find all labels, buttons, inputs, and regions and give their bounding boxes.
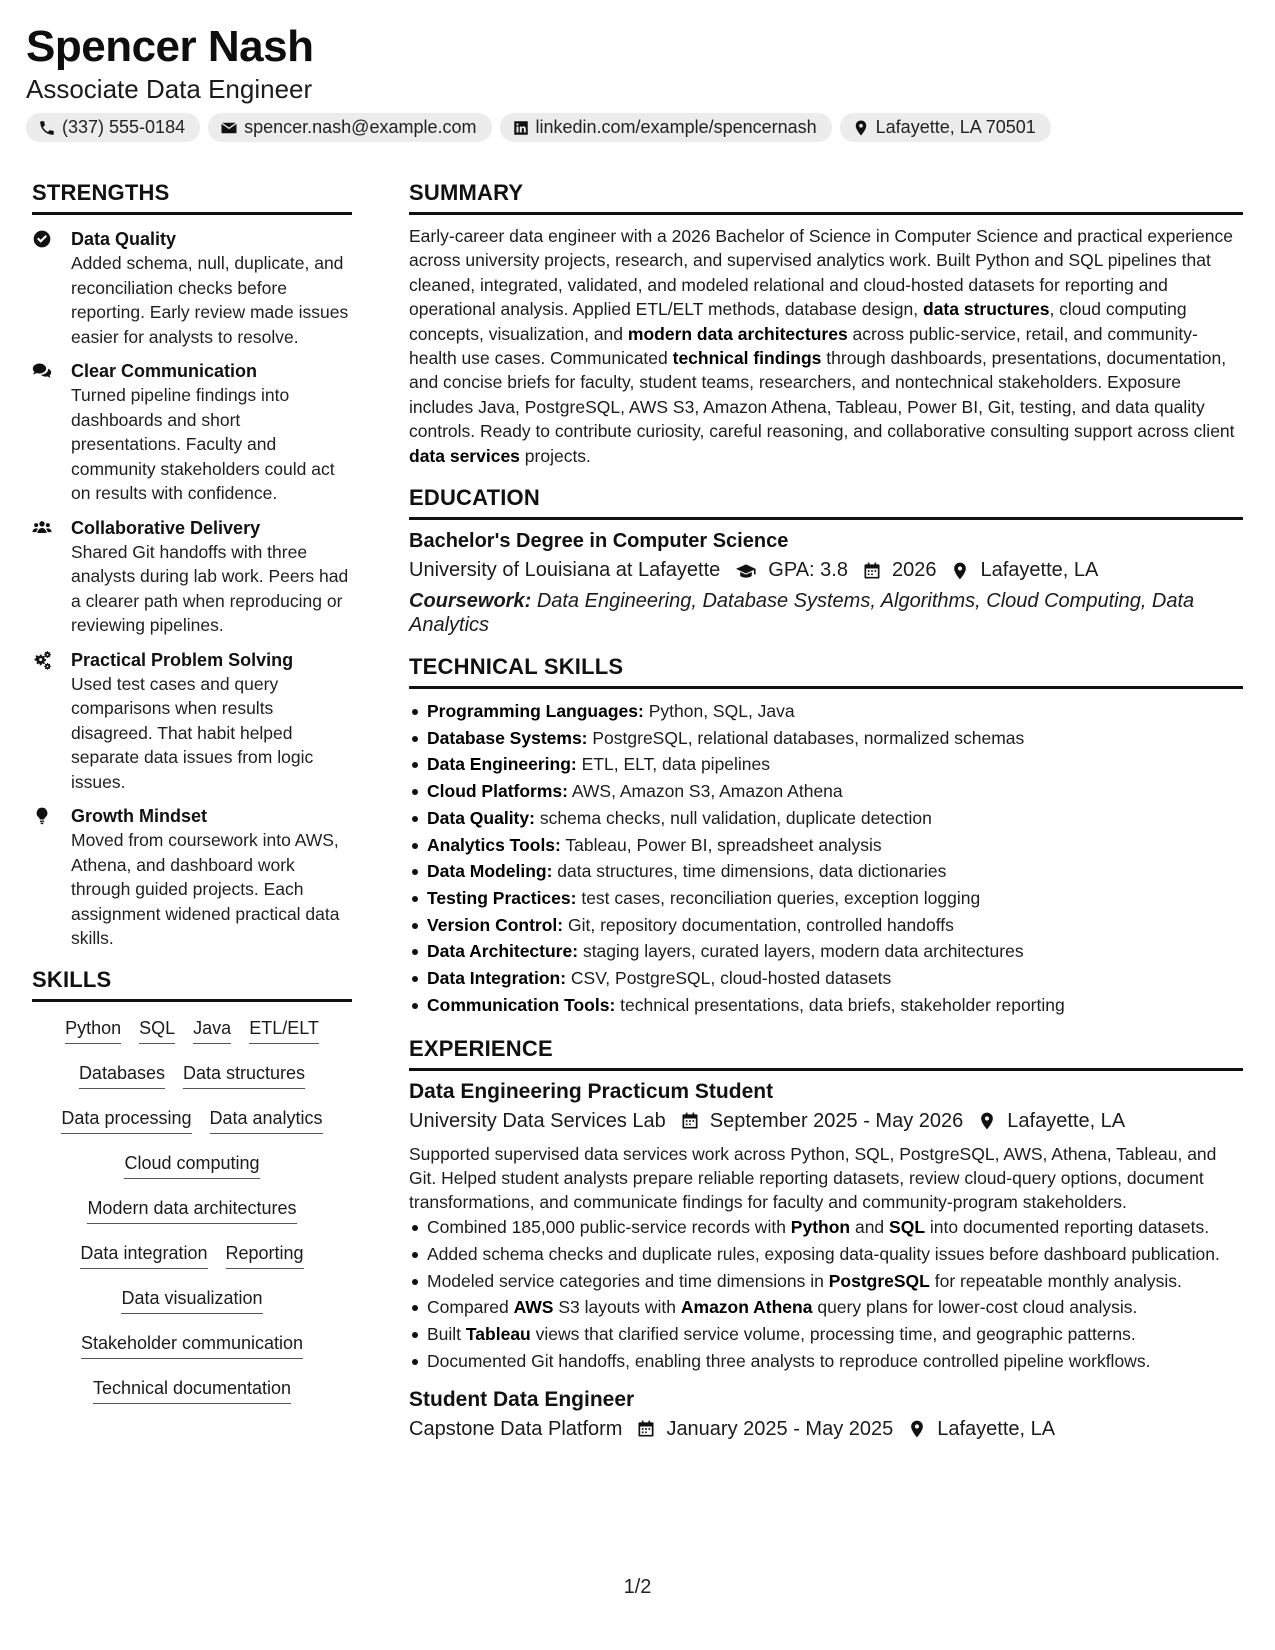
- calendar-icon: [680, 1111, 700, 1131]
- list-item: Built Tableau views that clarified service volume, processing time, and geographic patterns.: [409, 1322, 1243, 1346]
- graduation-cap-icon: [734, 561, 758, 581]
- skill-tag: Stakeholder communication: [81, 1331, 303, 1359]
- map-pin-icon: [907, 1419, 927, 1439]
- job-meta: [409, 1110, 1243, 1133]
- strengths-heading: STRENGTHS: [32, 180, 352, 215]
- lightbulb-icon: [32, 806, 52, 826]
- skill-tag: SQL: [139, 1016, 175, 1044]
- candidate-headline: Associate Data Engineer: [26, 74, 313, 104]
- calendar-icon: [636, 1419, 656, 1439]
- strength-title: Data Quality: [71, 229, 177, 249]
- list-item: Communication Tools: technical presentations, data briefs, stakeholder reporting: [409, 992, 1243, 1019]
- skill-tag: Data processing: [61, 1106, 191, 1134]
- skill-tag: Data integration: [80, 1241, 207, 1269]
- education-meta: [409, 559, 1243, 582]
- contact-email[interactable]: [208, 113, 491, 142]
- technical-skills-list: [409, 698, 1243, 1018]
- strength-title: Collaborative Delivery: [71, 517, 261, 538]
- contact-linkedin-text: linkedin.com/example/spencernash: [535, 117, 817, 137]
- education-heading: EDUCATION: [409, 485, 1243, 520]
- list-item: Testing Practices: test cases, reconciliation queries, exception logging: [409, 885, 1243, 912]
- summary-heading: SUMMARY: [409, 180, 1243, 215]
- job-description: Supported supervised data services work across Python, SQL, PostgreSQL, AWS, Athena, Tableau, and Git. Helped student analysts prepare reliable reporting datasets, review cloud-query options, document transformations, and communicate findings for faculty and community-program stakeholders.: [409, 1143, 1217, 1213]
- strength-item: [32, 227, 352, 349]
- list-item: Modeled service categories and time dimensions in PostgreSQL for repeatable monthly analysis.: [409, 1269, 1243, 1293]
- skill-tag: Databases: [79, 1061, 165, 1089]
- list-item: Data Modeling: data structures, time dimensions, data dictionaries: [409, 858, 1243, 885]
- job-bullets: [409, 1215, 1243, 1374]
- school-name: University of Louisiana at Lafayette: [409, 559, 721, 582]
- strength-item: [32, 516, 352, 638]
- comments-icon: [32, 361, 52, 381]
- list-item: Analytics Tools: Tableau, Power BI, spreadsheet analysis: [409, 832, 1243, 859]
- strength-title: Practical Problem Solving: [71, 649, 294, 670]
- job-org: Capstone Data Platform: [409, 1417, 623, 1440]
- contact-linkedin[interactable]: [500, 113, 832, 142]
- calendar-icon: [862, 561, 882, 581]
- coursework: Coursework: Data Engineering, Database Systems, Algorithms, Cloud Computing, Data Analytics: [409, 590, 1195, 637]
- skill-tag: ETL/ELT: [249, 1016, 319, 1044]
- job-title: Student Data Engineer: [409, 1387, 635, 1411]
- list-item: Cloud Platforms: AWS, Amazon S3, Amazon Athena: [409, 778, 1243, 805]
- skill-tag: Data structures: [183, 1061, 305, 1089]
- degree-title: Bachelor's Degree in Computer Science: [409, 530, 789, 553]
- school-location: Lafayette, LA: [980, 559, 1099, 582]
- list-item: Programming Languages: Python, SQL, Java: [409, 698, 1243, 725]
- gpa: GPA: 3.8: [768, 559, 848, 582]
- page-number: 1/2: [623, 1576, 652, 1598]
- skill-tag: Java: [193, 1016, 231, 1044]
- candidate-name: Spencer Nash: [26, 22, 314, 71]
- contact-phone-text: (337) 555-0184: [62, 117, 186, 137]
- list-item: Combined 185,000 public-service records with Python and SQL into documented reporting datasets.: [409, 1215, 1243, 1239]
- strength-item: [32, 359, 352, 506]
- summary-text: Early-career data engineer with a 2026 Bachelor of Science in Computer Science and practical experience across university projects, research, and supervised analytics work. Built Python and SQL pipelines that cleaned, integrated, validated, and modeled relational and cloud-hosted datasets for reporting and operational analysis. Applied ETL/ELT methods, database design, data structures, cloud computing concepts, visualization, and modern data architectures across public-service, retail, and community-health use cases. Communicated technical findings through dashboards, presentations, documentation, and concise briefs for faculty, student teams, researchers, and nontechnical stakeholders. Exposure includes Java, PostgreSQL, AWS S3, Amazon Athena, Tableau, Power BI, Git, testing, and data quality controls. Ready to contribute curiosity, careful reasoning, and collaborative consulting support across client data services projects.: [409, 226, 1235, 466]
- map-pin-icon: [950, 561, 970, 581]
- list-item: Added schema checks and duplicate rules, exposing data-quality issues before dashboard publication.: [409, 1242, 1243, 1266]
- strength-desc: Added schema, null, duplicate, and reconciliation checks before reporting. Early review made issues easier for analysts to resolve.: [71, 253, 349, 347]
- skill-tag: Technical documentation: [93, 1376, 291, 1404]
- job-location: Lafayette, LA: [937, 1417, 1056, 1440]
- job-title: Data Engineering Practicum Student: [409, 1079, 774, 1103]
- skill-tag: Modern data architectures: [87, 1196, 296, 1224]
- contact-email-text: spencer.nash@example.com: [244, 117, 477, 137]
- strength-title: Growth Mindset: [71, 806, 207, 826]
- strength-item: [32, 648, 352, 795]
- strength-desc: Turned pipeline findings into dashboards and short presentations. Faculty and community stakeholders could act on results with confidence.: [71, 385, 335, 503]
- skill-tag: Python: [65, 1016, 121, 1044]
- skill-tag: Reporting: [226, 1241, 304, 1269]
- map-pin-icon: [852, 119, 870, 137]
- linkedin-icon: [512, 119, 530, 137]
- job-dates: September 2025 - May 2026: [709, 1109, 964, 1132]
- list-item: Database Systems: PostgreSQL, relational databases, normalized schemas: [409, 725, 1243, 752]
- strength-title: Clear Communication: [71, 361, 258, 381]
- list-item: Version Control: Git, repository documentation, controlled handoffs: [409, 912, 1243, 939]
- graduation-year: 2026: [891, 559, 937, 582]
- list-item: Data Engineering: ETL, ELT, data pipelines: [409, 751, 1243, 778]
- strength-desc: Used test cases and query comparisons when results disagreed. That habit helped separate data issues from logic issues.: [71, 673, 314, 792]
- skills-heading: SKILLS: [32, 967, 352, 1002]
- contact-phone[interactable]: [26, 113, 200, 142]
- list-item: Documented Git handoffs, enabling three analysts to reproduce controlled pipeline workflows.: [409, 1349, 1243, 1373]
- list-item: Compared AWS S3 layouts with Amazon Athena query plans for lower-cost cloud analysis.: [409, 1295, 1243, 1319]
- phone-icon: [38, 119, 56, 137]
- strengths-list: [32, 227, 352, 951]
- skills-tags: [32, 1016, 352, 1404]
- envelope-icon: [220, 119, 238, 137]
- map-pin-icon: [977, 1111, 997, 1131]
- skill-tag: Data visualization: [121, 1286, 262, 1314]
- users-icon: [32, 518, 52, 538]
- list-item: Data Integration: CSV, PostgreSQL, cloud-hosted datasets: [409, 965, 1243, 992]
- skill-tag: Cloud computing: [124, 1151, 259, 1179]
- contact-bar: [26, 113, 1051, 142]
- gears-icon: [32, 650, 52, 670]
- strength-item: [32, 804, 352, 951]
- job-meta: [409, 1418, 1243, 1441]
- strength-desc: Moved from coursework into AWS, Athena, and dashboard work through guided projects. Each assignment widened practical data skills.: [71, 830, 340, 948]
- technical-skills-heading: TECHNICAL SKILLS: [409, 654, 1243, 689]
- job-location: Lafayette, LA: [1007, 1109, 1126, 1132]
- left-column: [32, 180, 352, 1404]
- list-item: Data Quality: schema checks, null validation, duplicate detection: [409, 805, 1243, 832]
- strength-desc: Shared Git handoffs with three analysts during lab work. Peers had a clearer path when reproducing or reviewing pipelines.: [71, 541, 349, 635]
- check-circle-icon: [32, 229, 52, 249]
- list-item: Data Architecture: staging layers, curated layers, modern data architectures: [409, 938, 1243, 965]
- job-dates: January 2025 - May 2025: [666, 1417, 894, 1440]
- experience-heading: EXPERIENCE: [409, 1036, 1243, 1071]
- contact-location-text: Lafayette, LA 70501: [875, 117, 1036, 137]
- right-column: [409, 180, 1243, 1441]
- skill-tag: Data analytics: [210, 1106, 323, 1134]
- job-org: University Data Services Lab: [409, 1109, 666, 1132]
- contact-location: [840, 113, 1051, 142]
